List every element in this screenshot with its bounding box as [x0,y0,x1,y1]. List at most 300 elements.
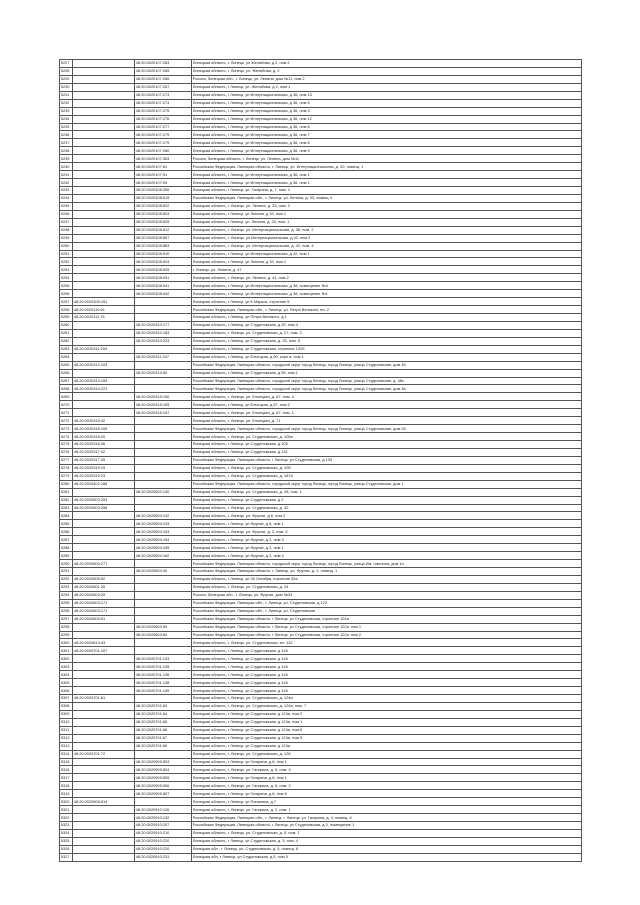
address-cell: Липецкая область, г Липецк, ул Студеновская, д 126 [192,679,582,687]
parcel-number-cell: 48:20:0020314:153 [73,377,135,385]
address-cell: Липецкая область, г. Липецк, ул. Гагарина, д. 6, пом. 4 [192,766,582,774]
row-number-cell: 5301 [60,647,73,655]
address-cell: Липецкая область, г. Липецк, ул. Студеновская, д. 105а [192,433,582,441]
parcel-number-cell [73,401,135,409]
row-number-cell: 5321 [60,806,73,814]
table-row [60,837,582,845]
address-cell: Липецкая область, г. Липецк, ул. Ельецкая, д. 67, пом. 4 [192,393,582,401]
address-cell: Липецкая область, г. Липецк, ул. Студеновская, д. 5, пом. 1 [192,829,582,837]
row-number-cell: 5280 [60,480,73,488]
table-row [60,139,582,147]
address-cell: Россия, Липецкая область, г. Липецк, ул. Ленина, дом №11 [192,155,582,163]
row-number-cell: 5319 [60,790,73,798]
table-row [60,639,582,647]
address-cell: Липецкая область, г Липецк, ул Папанина, д 7 [192,798,582,806]
row-number-cell: 5274 [60,433,73,441]
table-row [60,131,582,139]
address-cell: Липецкая область, г Липецк, ул Ельецкая, д 67, пом 2 [192,401,582,409]
row-number-cell: 5229 [60,75,73,83]
object-number-cell: 48:20:0020701:135 [135,663,192,671]
table-row [60,552,582,560]
row-number-cell: 5286 [60,528,73,536]
row-number-cell: 5261 [60,329,73,337]
parcel-number-cell [73,710,135,718]
object-number-cell: 48:20:0020107:279 [135,131,192,139]
parcel-number-cell: 48:20:0020601:26 [73,583,135,591]
address-cell: Липецкая область, г Липецк, ул Студеновская, д 131 [192,448,582,456]
address-cell: Липецкая область, г Липецк, ул Студеновская, д 126 [192,655,582,663]
row-number-cell: 5300 [60,639,73,647]
row-number-cell: 5325 [60,837,73,845]
parcel-number-cell: 48:20:0020603:171 [73,599,135,607]
table-row [60,441,582,449]
table-row [60,687,582,695]
object-number-cell: 48:20:0020701:69 [135,742,192,750]
table-row [60,845,582,853]
object-number-cell: 48:20:0020701:65 [135,718,192,726]
parcel-number-cell: 48:20:0020316:36 [73,441,135,449]
row-number-cell: 5266 [60,369,73,377]
object-number-cell [135,417,192,425]
address-cell: Липецкая область, г Липецк, ул Фрунзе, д 6, пом 1 [192,520,582,528]
row-number-cell: 5265 [60,361,73,369]
address-cell: Липецкая область, г Липецк, ул. Ленина, д. 33, пом. 1 [192,218,582,226]
row-number-cell: 5296 [60,607,73,615]
table-row [60,290,582,298]
object-number-cell: 48:20:0020108:897 [135,234,192,242]
object-number-cell: 48:20:0020108:942 [135,290,192,298]
parcel-number-cell [73,790,135,798]
table-row [60,718,582,726]
object-number-cell: 48:20:0020910:207 [135,822,192,830]
row-number-cell: 5316 [60,766,73,774]
parcel-number-cell: 48:20:0020315:42 [73,417,135,425]
table-row [60,234,582,242]
object-number-cell [135,496,192,504]
table-row [60,623,582,631]
table-row [60,187,582,195]
parcel-number-cell: 48:20:0020319:19 [73,464,135,472]
parcel-number-cell [73,393,135,401]
row-number-cell: 5267 [60,377,73,385]
table-row [60,806,582,814]
object-number-cell: 48:20:0020107:274 [135,99,192,107]
row-number-cell: 5277 [60,456,73,464]
address-cell: Липецкая область, г. Липецк, ул. Студеновская, д. 27, пом. 2 [192,329,582,337]
address-cell: Липецкая область, г. Липецк, ул. Студеновская, д. 105 [192,464,582,472]
row-number-cell: 5257 [60,298,73,306]
table-row [60,107,582,115]
parcel-number-cell [73,282,135,290]
table-row [60,258,582,266]
object-number-cell: 48:20:0020107:273 [135,91,192,99]
row-number-cell: 5247 [60,218,73,226]
parcel-number-cell [73,290,135,298]
object-number-cell: 48:20:0020910:220 [135,837,192,845]
table-row [60,726,582,734]
object-number-cell: 48:20:0020107:265 [135,67,192,75]
row-number-cell: 5279 [60,472,73,480]
object-number-cell [135,441,192,449]
table-row [60,790,582,798]
object-number-cell [135,472,192,480]
object-number-cell: 48:20:0020108:925 [135,266,192,274]
address-cell: Липецкая область, г. Липецк, ул. Студеновская, д. 24 [192,583,582,591]
register-table-body [60,60,582,862]
row-number-cell: 5323 [60,822,73,830]
row-number-cell: 5228 [60,67,73,75]
row-number-cell: 5273 [60,425,73,433]
table-row [60,702,582,710]
address-cell: Российская Федерация, Липецкая обл., г. Липецк, ул. Студеновская, д 122 [192,599,582,607]
object-number-cell: 48:20:0020502:140 [135,488,192,496]
parcel-number-cell: 48:20:0020111:75 [73,314,135,322]
object-number-cell [135,361,192,369]
parcel-number-cell [73,663,135,671]
table-row [60,155,582,163]
parcel-number-cell [73,528,135,536]
parcel-number-cell [73,679,135,687]
table-row [60,353,582,361]
row-number-cell: 5317 [60,774,73,782]
address-cell: Российская Федерация, Липецкая область, городской округ город Липецк, город Липецк, улица Студеновская, дом 45 [192,361,582,369]
table-row [60,695,582,703]
object-number-cell: 48:20:0020310:183 [135,329,192,337]
parcel-number-cell [73,274,135,282]
row-number-cell: 5299 [60,631,73,639]
parcel-number-cell [73,258,135,266]
table-row [60,599,582,607]
parcel-number-cell [73,774,135,782]
table-row [60,337,582,345]
row-number-cell: 5312 [60,734,73,742]
address-cell: Липецкая область, г Липецк, ул Студеновская, д. 25, пом. 5 [192,337,582,345]
object-number-cell: 48:20:0020701:139 [135,687,192,695]
parcel-number-cell: 48:20:0020316:20 [73,433,135,441]
table-row [60,409,582,417]
row-number-cell: 5256 [60,290,73,298]
parcel-number-cell [73,742,135,750]
parcel-number-cell [73,210,135,218]
row-number-cell: 5305 [60,679,73,687]
object-number-cell: 48:20:0020701:63 [135,702,192,710]
table-row [60,433,582,441]
row-number-cell: 5285 [60,520,73,528]
object-number-cell: 48:20:0020504:153 [135,528,192,536]
parcel-number-cell [73,67,135,75]
table-row [60,829,582,837]
object-number-cell: 48:20:0020107:353 [135,155,192,163]
parcel-number-cell: 48:20:0020319:23 [73,472,135,480]
table-row [60,583,582,591]
parcel-number-cell [73,782,135,790]
parcel-number-cell [73,702,135,710]
row-number-cell: 5289 [60,552,73,560]
address-cell: Липецкая область, г Липецк, ул Интернациональная, д 36, пом 9 [192,147,582,155]
table-row [60,472,582,480]
object-number-cell: 48:20:0020108:625 [135,218,192,226]
row-number-cell: 5249 [60,234,73,242]
table-row [60,520,582,528]
row-number-cell: 5308 [60,702,73,710]
parcel-number-cell [73,115,135,123]
parcel-number-cell [73,163,135,171]
row-number-cell: 5309 [60,710,73,718]
parcel-number-cell [73,806,135,814]
row-number-cell: 5238 [60,147,73,155]
address-cell: Липецкая область, г Липецк, ул Петра Великого, д 1 [192,314,582,322]
table-row [60,822,582,830]
address-cell: Липецкая область, г. Липецк, ул. Ельецкая, д. 67, пом. 1 [192,409,582,417]
object-number-cell: 48:20:0020315:155 [135,401,192,409]
address-cell: Российская Федерация, Липецкая область, г. Липецк, ул. Фрунзе, д. 2, помещ. 1 [192,568,582,576]
address-cell: Липецкая область, г. Липецк, ул. Студеновская, д. 126 [192,750,582,758]
object-number-cell [135,464,192,472]
address-cell: Липецкая область, г. Липецк, ул. Ленина, д. 33, пом. 2 [192,202,582,210]
parcel-number-cell [73,75,135,83]
object-number-cell: 48:20:0020107:275 [135,107,192,115]
address-cell: Липецкая область, г Липецк, ул Интернациональная, д 36, пом 12 [192,115,582,123]
table-row [60,67,582,75]
row-number-cell: 5288 [60,544,73,552]
address-cell: Российская Федерация, Липецкая область, г Липецк, ул Студеновская, строение 122а, пом 1 [192,623,582,631]
parcel-number-cell: 48:20:0020503:293 [73,496,135,504]
address-cell: Российская Федерация, Липецкая обл., г. Липецк, ул. Петра Великого, вл. 2 [192,306,582,314]
address-cell: Российская Федерация, Липецкая область, городской округ город Липецк, город Липецк, улица Студеновская, дом 93 [192,425,582,433]
table-row [60,250,582,258]
object-number-cell [135,425,192,433]
object-number-cell: 48:20:0020910:132 [135,814,192,822]
row-number-cell: 5235 [60,123,73,131]
address-cell: Липецкая область, г. Липецк, ул. Студеновская, д. 124а [192,695,582,703]
table-row [60,679,582,687]
parcel-number-cell [73,99,135,107]
parcel-number-cell [73,829,135,837]
table-row [60,75,582,83]
object-number-cell: 48:20:0020108:931 [135,274,192,282]
address-cell: Липецкая область, г Липецк, ул К Маркса, строение 5 [192,298,582,306]
parcel-number-cell [73,814,135,822]
row-number-cell: 5307 [60,695,73,703]
row-number-cell: 5264 [60,353,73,361]
table-row [60,298,582,306]
object-number-cell [135,607,192,615]
address-cell: Российская Федерация, Липецкая область, г. Липецк, ул. Интернациональная, д. 20, помещ. 1 [192,163,582,171]
parcel-number-cell: 48:20:0020311:204 [73,345,135,353]
row-number-cell: 5272 [60,417,73,425]
table-row [60,853,582,861]
parcel-number-cell: 48:20:0020317:49 [73,456,135,464]
row-number-cell: 5234 [60,115,73,123]
parcel-number-cell: 48:20:0020314:221 [73,385,135,393]
address-cell: Липецкая область, г. Липецк, ул. Студеновская, д. 28, пом. 1 [192,488,582,496]
object-number-cell: 48:20:0020107:263 [135,60,192,68]
object-number-cell [135,345,192,353]
row-number-cell: 5268 [60,385,73,393]
parcel-number-cell: 48:20:0020603:29 [73,591,135,599]
object-number-cell: 48:20:0020310:177 [135,321,192,329]
row-number-cell: 5240 [60,163,73,171]
address-cell: Российская Федерация, Липецкая обл., г. Липецк, г. Липецк, ул. Гагарина, д. 4, помещ. 4 [192,814,582,822]
table-row [60,91,582,99]
table-row [60,575,582,583]
parcel-number-cell [73,726,135,734]
row-number-cell: 5259 [60,314,73,322]
address-cell: Липецкая область, г. Липецк, ул. Гагарина, д. 6, пом. 2 [192,782,582,790]
table-row [60,734,582,742]
parcel-number-cell [73,107,135,115]
parcel-number-cell [73,631,135,639]
parcel-number-cell [73,758,135,766]
address-cell: Липецкая область, г Липецк, ул Ленина, д 33, пом 1 [192,258,582,266]
object-number-cell: 48:20:0020905:507 [135,790,192,798]
row-number-cell: 5275 [60,441,73,449]
object-number-cell [135,798,192,806]
parcel-number-cell [73,202,135,210]
row-number-cell: 5250 [60,242,73,250]
table-row [60,536,582,544]
table-row [60,393,582,401]
row-number-cell: 5260 [60,321,73,329]
parcel-number-cell [73,512,135,520]
row-number-cell: 5231 [60,91,73,99]
object-number-cell [135,575,192,583]
address-cell: Липецкая область, г Липецк, ул Студеновская, д 55, пом 1 [192,369,582,377]
row-number-cell: 5315 [60,758,73,766]
object-number-cell: 48:20:0020504:155 [135,544,192,552]
row-number-cell: 5242 [60,179,73,187]
parcel-number-cell: 48:20:0020505:52 [73,575,135,583]
table-row [60,226,582,234]
parcel-number-cell [73,321,135,329]
table-row [60,377,582,385]
row-number-cell: 5298 [60,623,73,631]
parcel-number-cell [73,718,135,726]
table-row [60,544,582,552]
table-row [60,671,582,679]
table-row [60,306,582,314]
address-cell: Липецкая область, г. Липецк, ул Интернациональная, д 42, пом 2 [192,234,582,242]
row-number-cell: 5291 [60,568,73,576]
table-row [60,742,582,750]
table-row [60,798,582,806]
row-number-cell: 5253 [60,266,73,274]
parcel-number-cell [73,250,135,258]
address-cell: Липецкая область, г Липецк, ул Студеновская, д 124а [192,742,582,750]
parcel-number-cell [73,766,135,774]
address-cell: Липецкая область, г Липецк, ул Ленина, д 33, пом 1 [192,210,582,218]
object-number-cell: 48:20:0020108:863 [135,242,192,250]
object-number-cell: 48:20:0020108:615 [135,194,192,202]
address-cell: Липецкая область, г Липецк, ул Фрунзе, д 2, пом 1 [192,544,582,552]
row-number-cell: 5233 [60,107,73,115]
address-cell: Липецкая область, г Липецк, ул Ельецкая, д 60, корп а, пом 1 [192,353,582,361]
object-number-cell: 48:20:0020504:162 [135,552,192,560]
row-number-cell: 5269 [60,393,73,401]
table-row [60,147,582,155]
row-number-cell: 5283 [60,504,73,512]
table-row [60,655,582,663]
row-number-cell: 5326 [60,845,73,853]
address-cell: Липецкая область, г Липецк, ул Интернациональная, д 36, пом 1 [192,171,582,179]
table-row [60,202,582,210]
address-cell: Липецкая область, г. Липецк, ул. Гагарина, д. 2, пом. 1 [192,806,582,814]
row-number-cell: 5313 [60,742,73,750]
row-number-cell: 5243 [60,187,73,195]
table-row [60,647,582,655]
address-cell: Липецкая обл, г Липецк, ул Студеновская, д 5, пом 5 [192,853,582,861]
row-number-cell: 5284 [60,512,73,520]
object-number-cell: 48:20:0020107:81 [135,163,192,171]
address-cell: Липецкая область, г. Липецк, ул. Студеновская, д. 32 [192,504,582,512]
register-table [59,59,582,862]
object-number-cell: 48:20:0020315:157 [135,409,192,417]
parcel-number-cell [73,687,135,695]
row-number-cell: 5270 [60,401,73,409]
parcel-number-cell [73,734,135,742]
table-row [60,218,582,226]
object-number-cell [135,433,192,441]
row-number-cell: 5236 [60,131,73,139]
object-number-cell [135,298,192,306]
table-row [60,385,582,393]
row-number-cell: 5276 [60,448,73,456]
object-number-cell [135,591,192,599]
table-row [60,163,582,171]
table-row [60,480,582,488]
parcel-number-cell [73,83,135,91]
table-row [60,282,582,290]
row-number-cell: 5245 [60,202,73,210]
row-number-cell: 5322 [60,814,73,822]
row-number-cell: 5251 [60,250,73,258]
address-cell: Липецкая область, г Липецк, ул Студеновская, д 124а, пом 1 [192,718,582,726]
parcel-number-cell: 48:20:0020603:51 [73,615,135,623]
table-row [60,329,582,337]
table-row [60,274,582,282]
table-row [60,766,582,774]
parcel-number-cell [73,623,135,631]
address-cell: Липецкая область, г Липецк, ул 30 Октября, строение 33а [192,575,582,583]
row-number-cell: 5294 [60,591,73,599]
address-cell: Россия, Липецкая обл., г. Липецк, ул. Фрунзе, дом №33 [192,591,582,599]
address-cell: Липецкая область, г Липецк, ул Интернациональная, д 36, пом 1 [192,179,582,187]
row-number-cell: 5320 [60,798,73,806]
object-number-cell: 48:20:0020107:93 [135,179,192,187]
object-number-cell: 48:20:0020107:276 [135,115,192,123]
address-cell: Липецкая область, г Липецк, ул. Гагарина, д. 7, пом. 1 [192,187,582,195]
object-number-cell: 48:20:0020108:812 [135,226,192,234]
address-cell: Липецкая область, г. Липецк, ул. Студеновская, д. 187а [192,472,582,480]
parcel-number-cell [73,187,135,195]
table-row [60,615,582,623]
parcel-number-cell [73,171,135,179]
object-number-cell: 48:20:0020108:622 [135,202,192,210]
object-number-cell: 48:20:0020108:941 [135,282,192,290]
row-number-cell: 5295 [60,599,73,607]
address-cell: Липецкая область, г Липецк, ул Студеновская, д 25, пом 4 [192,321,582,329]
address-cell: Липецкая область, г Липецк, ул Интернациональная, д 38, помещение №4 [192,282,582,290]
parcel-number-cell [73,488,135,496]
parcel-number-cell [73,552,135,560]
parcel-number-cell [73,226,135,234]
parcel-number-cell [73,409,135,417]
object-number-cell: 48:20:0020910:231 [135,853,192,861]
object-number-cell: 48:20:0020905:504 [135,766,192,774]
address-cell: Липецкая область, г. Липецк, ул. Интернациональная, д. 38, пом. 2 [192,226,582,234]
object-number-cell [135,480,192,488]
object-number-cell [135,504,192,512]
